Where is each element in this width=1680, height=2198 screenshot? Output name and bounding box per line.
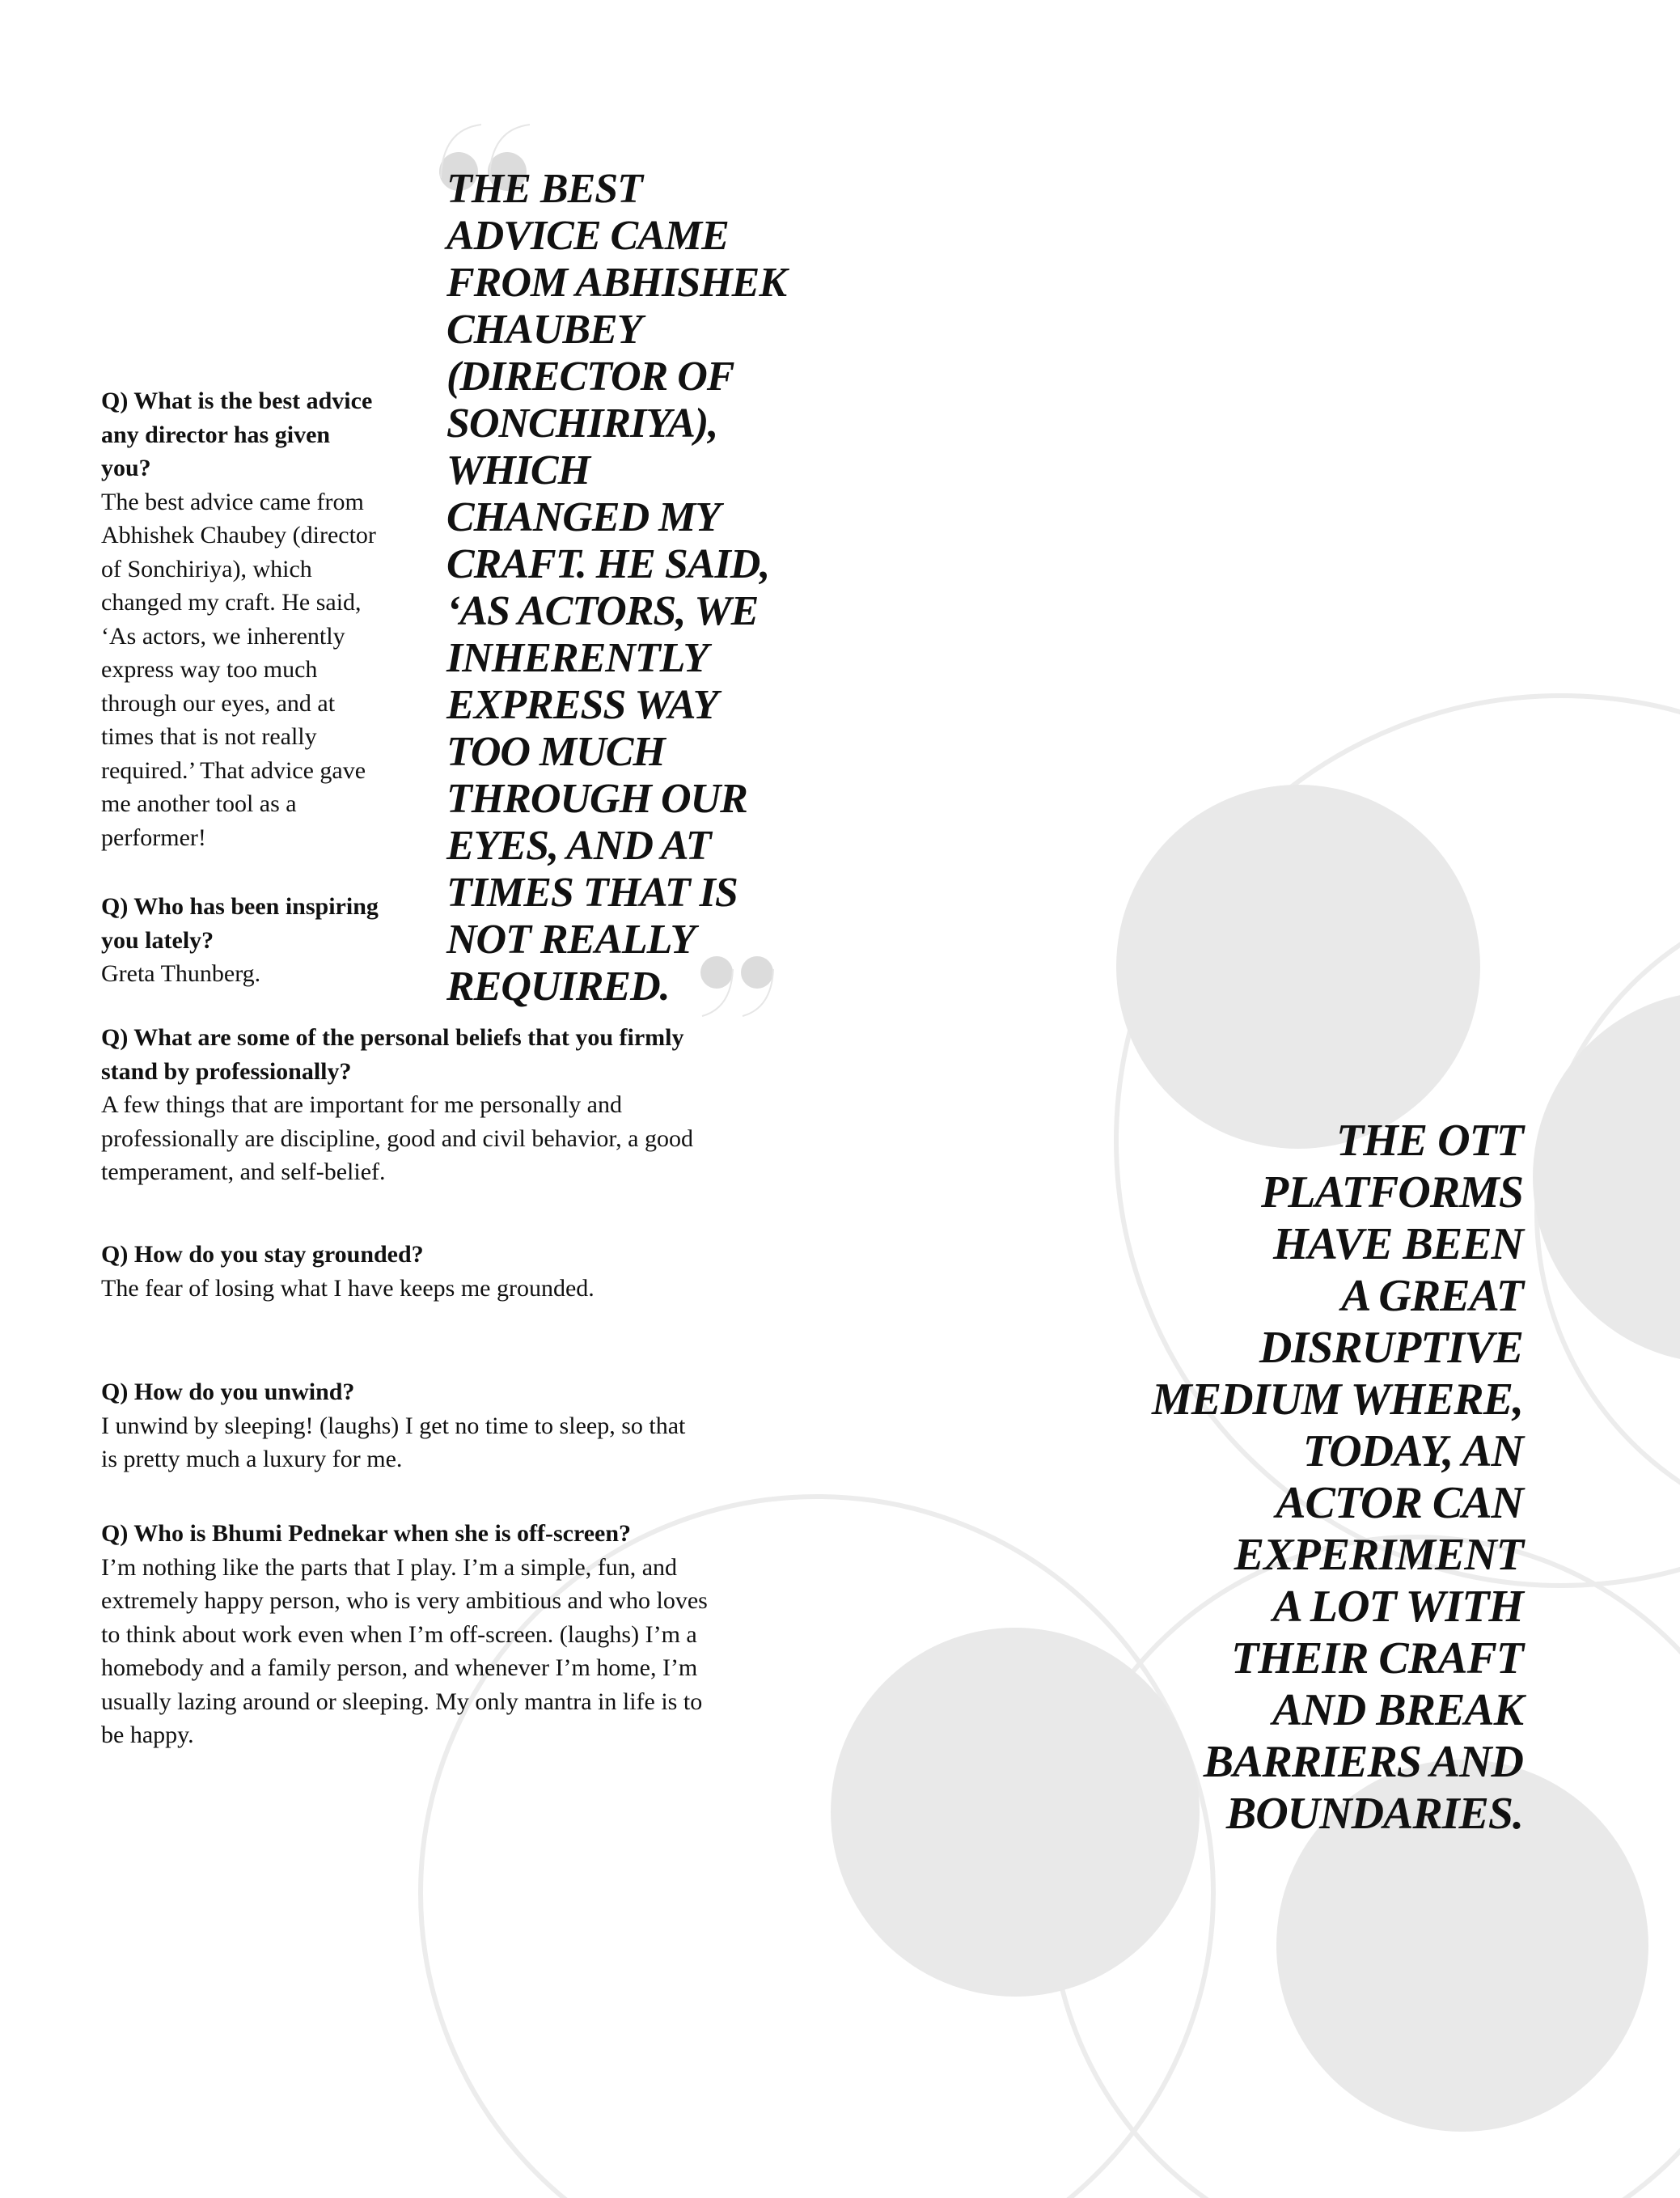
pull-quote-line: TOO MUCH xyxy=(446,729,665,775)
qa-block xyxy=(101,384,384,854)
pull-quote-line: THE OTT xyxy=(1336,1116,1523,1166)
decorative-circle xyxy=(1116,785,1480,1149)
pull-quote-line: ‘AS ACTORS, WE xyxy=(446,588,759,634)
question: Q) What are some of the personal beliefs that you firmly stand by professionally? xyxy=(101,1024,684,1085)
pull-quote-line: CRAFT. HE SAID, xyxy=(446,541,770,587)
pull-quote-line: ACTOR CAN xyxy=(1276,1478,1523,1528)
pull-quote-line: CHANGED MY xyxy=(446,494,721,540)
pull-quote-line: WHICH xyxy=(446,447,590,493)
decorative-circle xyxy=(1533,991,1680,1363)
pull-quote-line: PLATFORMS xyxy=(1261,1167,1523,1218)
pull-quote-line: HAVE BEEN xyxy=(1273,1219,1523,1269)
question: Q) Who is Bhumi Pednekar when she is off-screen? xyxy=(101,1520,632,1547)
answer: A few things that are important for me personally and professionally are discipline, good and civil behavior, a good temperament, and self-belief. xyxy=(101,1091,693,1185)
pull-quote-line: FROM ABHISHEK xyxy=(446,260,787,306)
pull-quote-line: THEIR CRAFT xyxy=(1231,1633,1523,1683)
pull-quote-line: EYES, AND AT xyxy=(446,823,711,869)
answer: I’m nothing like the parts that I play. I’m a simple, fun, and extremely happy person, who is very ambitious and who loves to think about work even when I’m off-screen. (laughs) I’m a homebody and a family person, and whenever I’m home, I’m usually lazing around or sleeping. My only mantra in life is to be happy. xyxy=(101,1553,708,1748)
pull-quote-line: REQUIRED. xyxy=(446,963,670,1010)
pull-quote-line: A LOT WITH xyxy=(1272,1582,1523,1632)
qa-block xyxy=(101,1375,692,1476)
pull-quote-advice xyxy=(446,166,786,1010)
pull-quote-line: CHAUBEY xyxy=(446,307,642,353)
pull-quote-line: EXPERIMENT xyxy=(1234,1530,1523,1580)
pull-quote-ott xyxy=(876,1115,1523,1840)
qa-block xyxy=(101,1517,716,1752)
qa-block xyxy=(101,1238,619,1305)
pull-quote-line: BOUNDARIES. xyxy=(1225,1789,1523,1839)
pull-quote-line: ADVICE CAME xyxy=(446,213,729,259)
pull-quote-line: NOT REALLY xyxy=(446,917,696,963)
answer: I unwind by sleeping! (laughs) I get no time to sleep, so that is pretty much a luxury for me. xyxy=(101,1412,686,1472)
qa-block xyxy=(101,890,392,991)
pull-quote-line: TODAY, AN xyxy=(1302,1426,1523,1476)
pull-quote-line: THE BEST xyxy=(446,166,642,212)
pull-quote-line: TIMES THAT IS xyxy=(446,870,738,916)
pull-quote-line: AND BREAK xyxy=(1272,1685,1523,1735)
question: Q) How do you stay grounded? xyxy=(101,1241,424,1268)
pull-quote-line: DISRUPTIVE xyxy=(1259,1323,1523,1373)
qa-block xyxy=(101,1021,740,1189)
answer: The fear of losing what I have keeps me grounded. xyxy=(101,1274,595,1302)
question: Q) What is the best advice any director has given you? xyxy=(101,388,373,481)
pull-quote-line: THROUGH OUR xyxy=(446,776,747,822)
answer: Greta Thunberg. xyxy=(101,960,261,987)
pull-quote-line: SONCHIRIYA), xyxy=(446,400,718,447)
pull-quote-line: MEDIUM WHERE, xyxy=(1151,1374,1523,1425)
answer: The best advice came from Abhishek Chaubey (director of Sonchiriya), which changed my craft. He said, ‘As actors, we inherently express way too much through our eyes, and at times that is not really required.’ That advice gave me another tool as a performer! xyxy=(101,488,376,851)
question: Q) Who has been inspiring you lately? xyxy=(101,893,379,954)
pull-quote-line: A GREAT xyxy=(1341,1271,1523,1321)
pull-quote-line: BARRIERS AND xyxy=(1203,1737,1523,1787)
pull-quote-line: INHERENTLY xyxy=(446,635,709,681)
pull-quote-line: EXPRESS WAY xyxy=(446,682,718,728)
question: Q) How do you unwind? xyxy=(101,1379,355,1405)
pull-quote-line: (DIRECTOR OF xyxy=(446,354,734,400)
